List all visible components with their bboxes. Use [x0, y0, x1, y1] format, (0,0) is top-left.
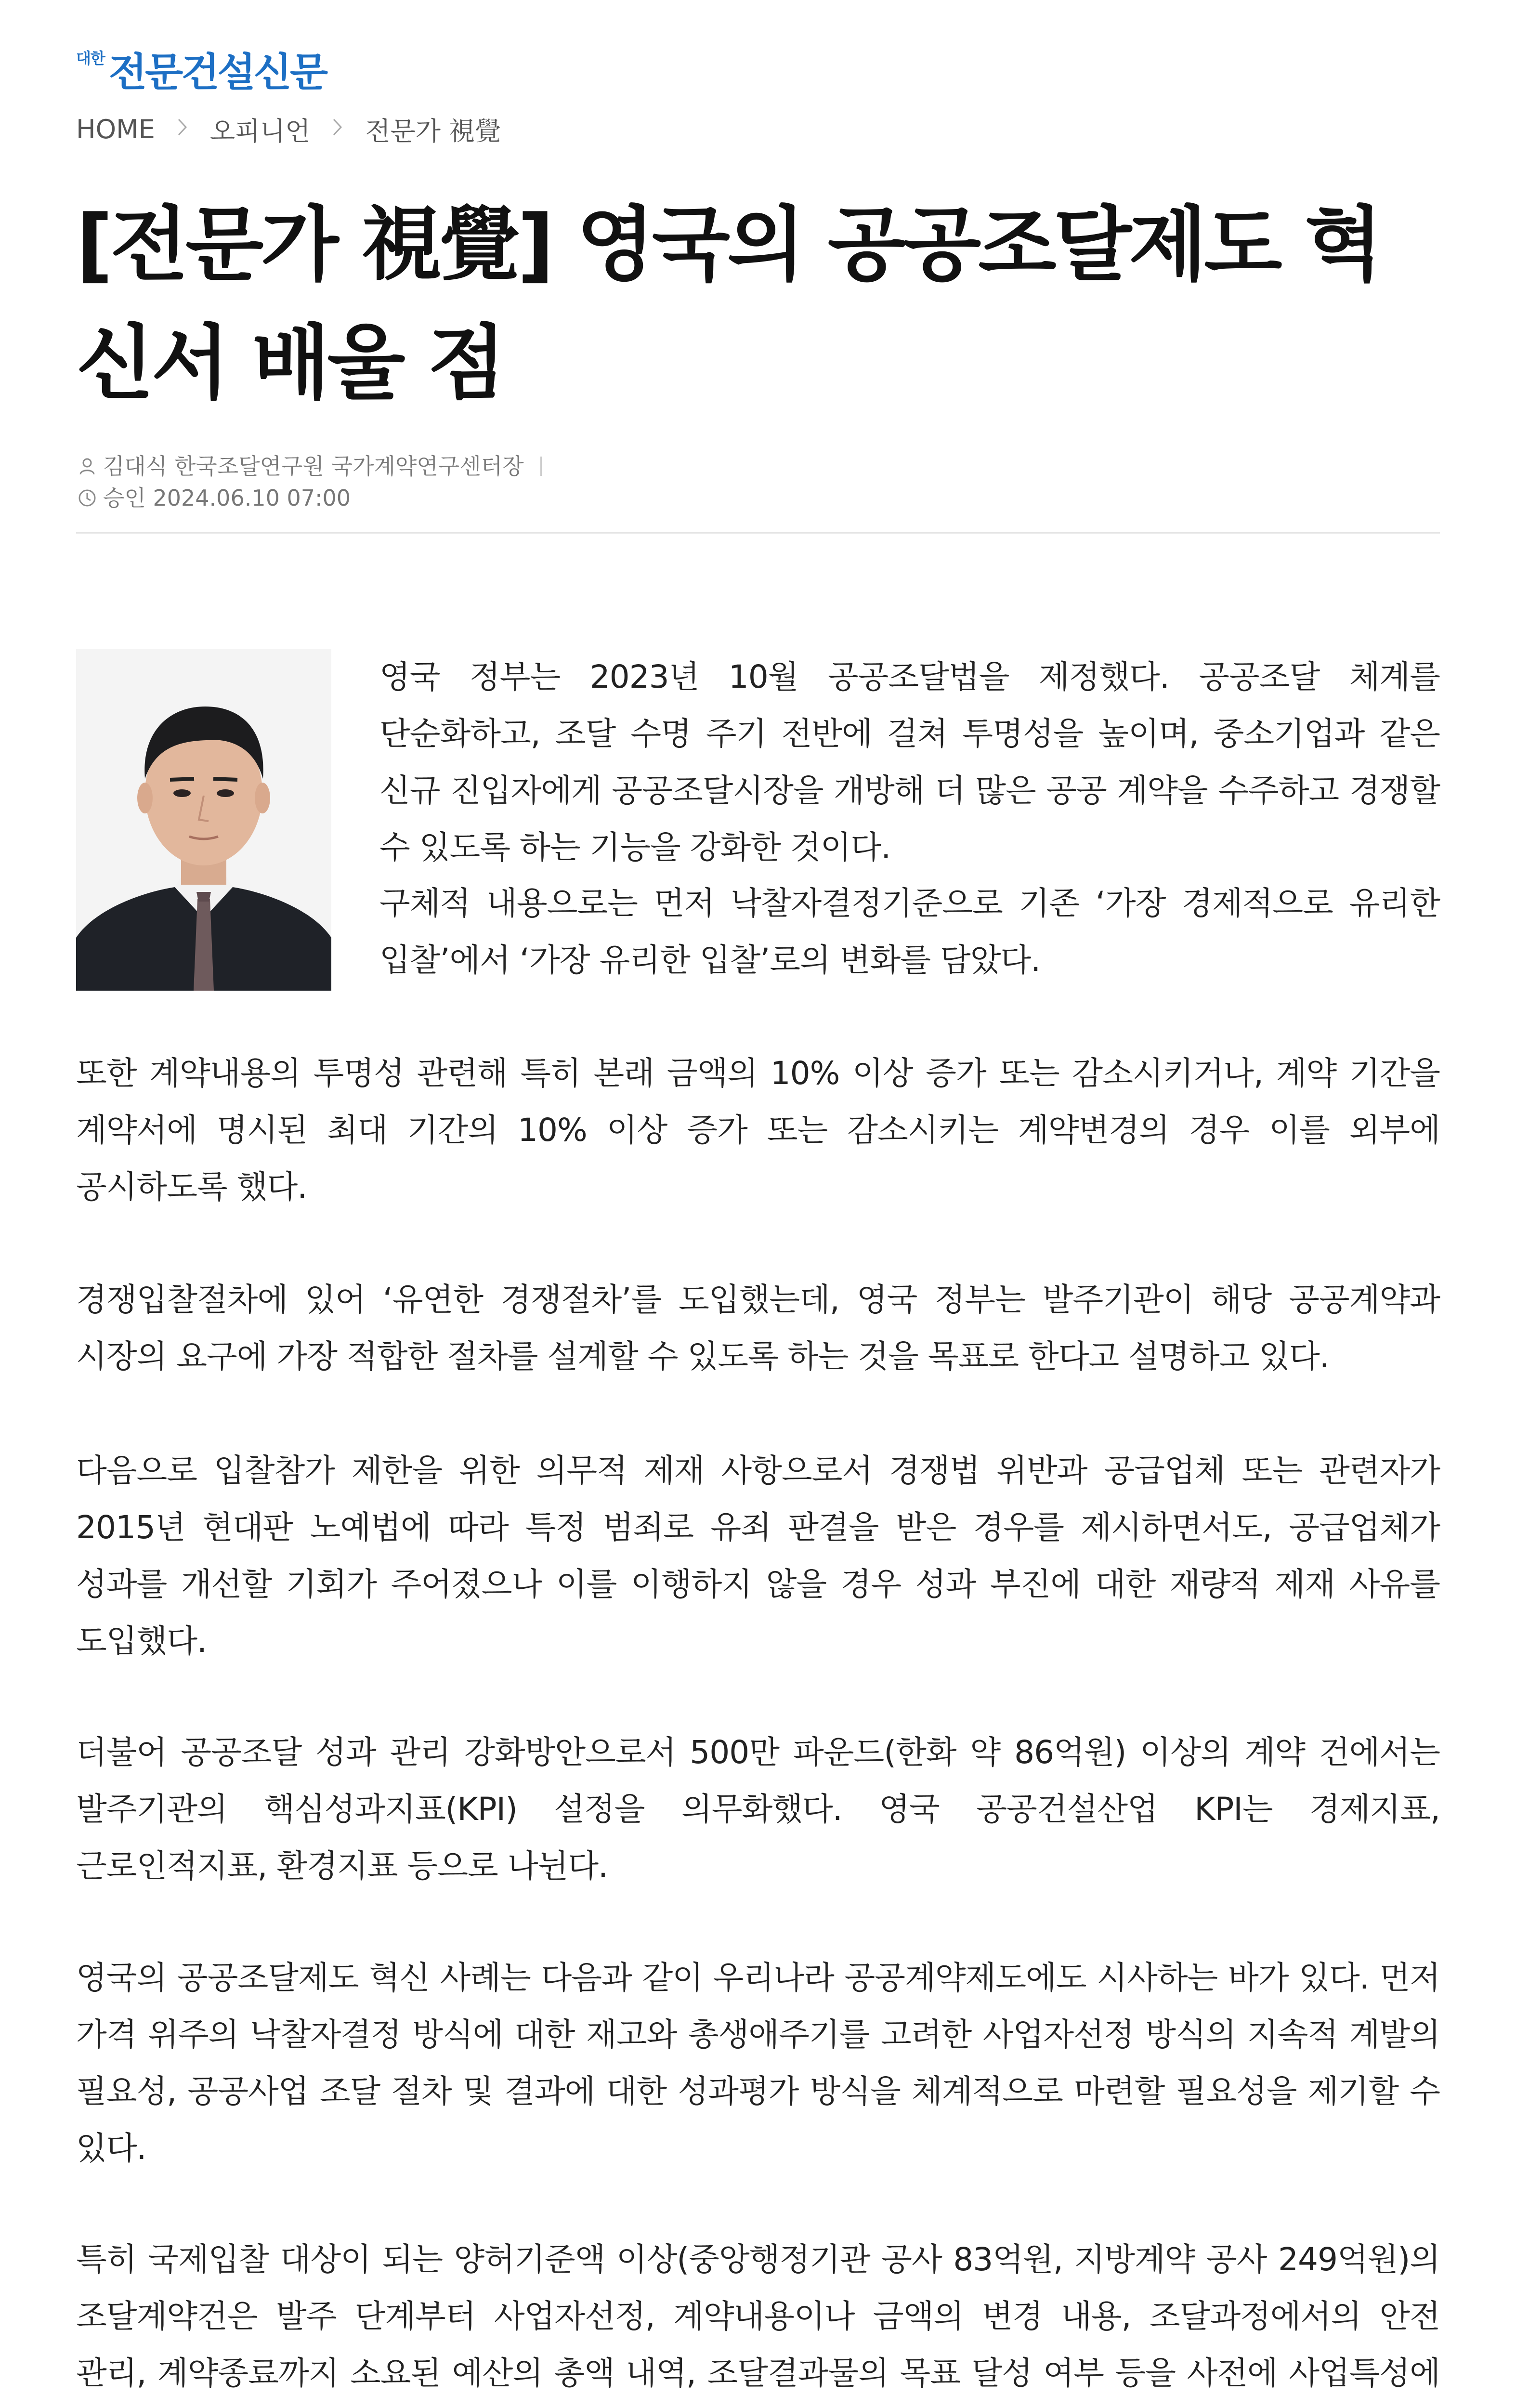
chevron-right-icon — [176, 116, 189, 142]
article-meta — [76, 450, 542, 514]
logo-main-text: 전문건설신문 — [108, 50, 327, 95]
article-paragraph: 또한 계약내용의 투명성 관련해 특히 본래 금액의 10% 이상 증가 또는 감소시키거나, 계약 기간을 계약서에 명시된 최대 기간의 10% 이상 증가 또는 감소시키는 계약변경의 경우 이를 외부에 공시하도록 했다. — [76, 1055, 1440, 1205]
breadcrumb-home[interactable]: HOME — [76, 114, 155, 144]
article-paragraph: 다음으로 입찰참가 제한을 위한 의무적 제재 사항으로서 경쟁법 위반과 공급업체 또는 관련자가 2015년 현대판 노예법에 따라 특정 범죄로 유죄 판결을 받은 경우를 제시하면서도, 공급업체가 성과를 개선할 기회가 주어졌으나 이를 이행하지 않을 경우 성과 부진에 대한 재량적 제재 사유를 도입했다. — [76, 1452, 1440, 1660]
chevron-right-icon — [331, 116, 344, 142]
article-paragraph: 구체적 내용으로는 먼저 낙찰자결정기준으로 기존 ‘가장 경제적으로 유리한 입찰’에서 ‘가장 유리한 입찰’로의 변화를 담았다. — [379, 885, 1440, 979]
clock-icon — [76, 487, 98, 509]
logo-small-text: 대한 — [76, 49, 105, 67]
article-paragraph: 특히 국제입찰 대상이 되는 양허기준액 이상(중앙행정기관 공사 83억원, 지방계약 공사 249억원)의 조달계약건은 발주 단계부터 사업자선정, 계약내용이나 금액의 변경 내용, 조달과정에서의 안전 관리, 계약종료까지 소요된 예산의 총액 내역, 조달결과물의 목표 달성 여부 등을 사전에 사업특성에 — [76, 2241, 1440, 2392]
user-icon — [76, 455, 98, 477]
site-logo[interactable] — [76, 44, 327, 95]
breadcrumb — [76, 110, 501, 148]
article-paragraph: 영국의 공공조달제도 혁신 사례는 다음과 같이 우리나라 공공계약제도에도 시사하는 바가 있다. 먼저 가격 위주의 낙찰자결정 방식에 대한 재고와 총생애주기를 고려한 사업자선정 방식의 지속적 계발의 필요성, 공공사업 조달 절차 및 결과에 대한 성과평가 방식을 체계적으로 마련할 필요성을 제기할 수 있다. — [76, 1959, 1440, 2167]
author-photo — [76, 649, 331, 991]
article-paragraph: 영국 정부는 2023년 10월 공공조달법을 제정했다. 공공조달 체계를 단순화하고, 조달 수명 주기 전반에 걸쳐 투명성을 높이며, 중소기업과 같은 신규 진입자에게 공공조달시장을 개방해 더 많은 공공 계약을 수주하고 경쟁할 수 있도록 하는 기능을 강화한 것이다. — [379, 658, 1440, 866]
article-title: [전문가 視覺] 영국의 공공조달제도 혁신서 배울 점 — [76, 197, 1380, 410]
meta-divider — [540, 457, 542, 476]
article-paragraph: 경쟁입찰절차에 있어 ‘유연한 경쟁절차’를 도입했는데, 영국 정부는 발주기관이 해당 공공계약과 시장의 요구에 가장 적합한 절차를 설계할 수 있도록 하는 것을 목표로 한다고 설명하고 있다. — [76, 1281, 1440, 1375]
author-line[interactable]: 김대식 한국조달연구원 국가계약연구센터장 — [103, 453, 524, 479]
breadcrumb-section[interactable]: 오피니언 — [209, 116, 311, 146]
approved-date: 승인 2024.06.10 07:00 — [103, 485, 351, 511]
header-divider — [76, 532, 1440, 534]
article-paragraph: 더불어 공공조달 성과 관리 강화방안으로서 500만 파운드(한화 약 86억원) 이상의 계약 건에서는 발주기관의 핵심성과지표(KPI) 설정을 의무화했다. 영국 공공건설산업 KPI는 경제지표, 근로인적지표, 환경지표 등으로 나뉜다. — [76, 1734, 1440, 1885]
breadcrumb-subsection[interactable]: 전문가 視覺 — [365, 116, 501, 146]
